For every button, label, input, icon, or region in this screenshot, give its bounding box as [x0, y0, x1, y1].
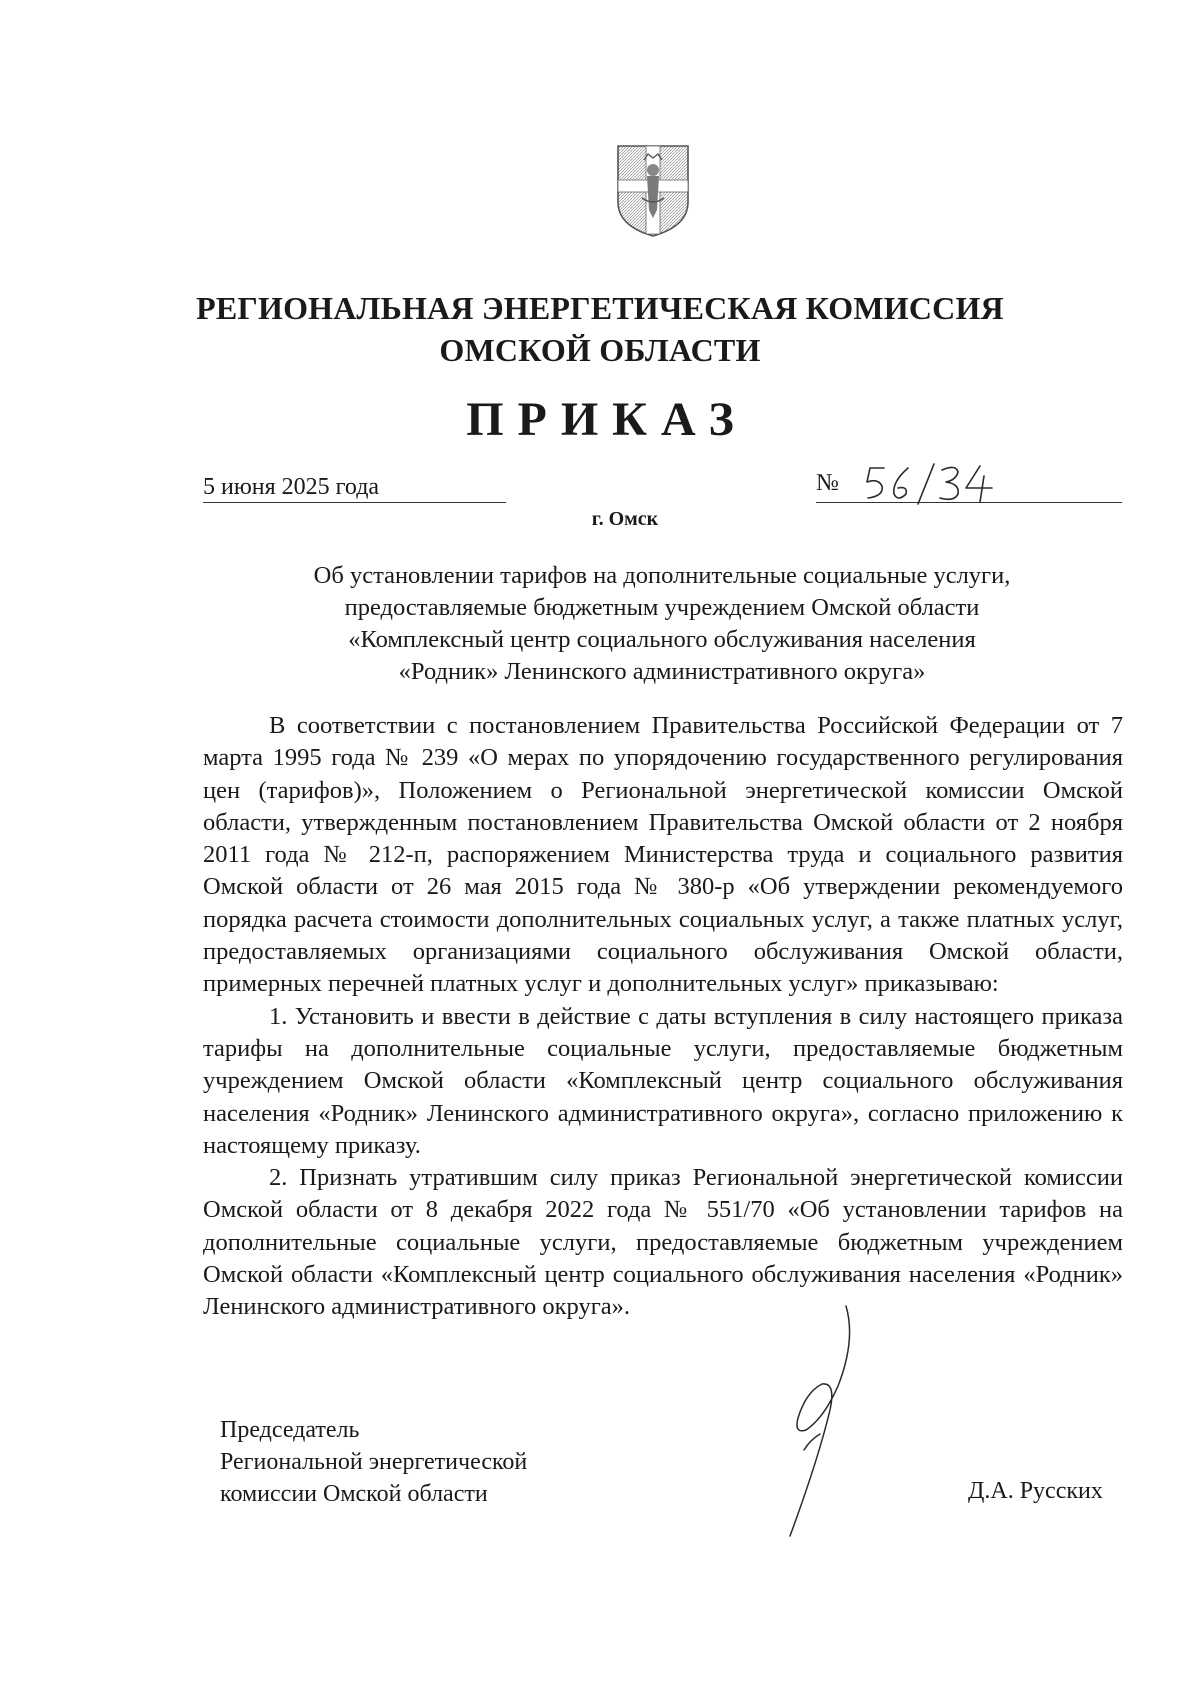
document-date: 5 июня 2025 года — [203, 472, 506, 503]
body-paragraph-item-2: 2. Признать утратившим силу приказ Региональной энергетической комиссии Омской области от 8 декабря 2022 года № 551/70 «Об установлении тарифов на дополнительные социальные услуги, предоставляемые бюджетным учреждением Омской области «Комплексный центр социального обслуживания населения «Родник» Ленинского административного округа». — [203, 1164, 1123, 1321]
city-name: г. Омск — [591, 508, 659, 530]
document-type-title: ПРИКАЗ — [466, 393, 748, 446]
number-sign: № — [816, 470, 839, 496]
body-paragraph-preamble: В соответствии с постановлением Правительства Российской Федерации от 7 марта 1995 года № 239 «О мерах по упорядочению государственного регулирования цен (тарифов)», Положением о Региональной энергетической комиссии Омской области, утвержденным постановлением Правительства Омской области от 2 ноября 2011 года № 212-п, распоряжением Министерства труда и социального развития Омской области от 26 мая 2015 года № 380-р «Об утверждении рекомендуемого порядка расчета стоимости дополнительных социальных услуг, а также платных услуг, предоставляемых организациями социального обслуживания Омской области, примерных перечней платных услуг и дополнительных услуг» приказываю: — [203, 712, 1123, 998]
subject-line: «Родник» Ленинского административного округа» — [398, 658, 926, 685]
document-body — [203, 710, 1123, 1324]
handwritten-number — [858, 460, 1008, 506]
subject-line: предоставляемые бюджетным учреждением Омской области — [344, 594, 980, 621]
coat-of-arms-icon — [612, 140, 694, 240]
handwritten-signature-icon — [760, 1300, 880, 1540]
signatory-position — [220, 1414, 527, 1510]
document-number-field — [816, 468, 1122, 503]
document-subject — [200, 560, 1124, 688]
position-line: комиссии Омской области — [220, 1481, 488, 1507]
body-paragraph-item-1: 1. Установить и ввести в действие с даты вступления в силу настоящего приказа тарифы на дополнительные социальные услуги, предоставляемые бюджетным учреждением Омской области «Комплексный центр социального обслуживания населения «Родник» Ленинского административного округа», согласно приложению к настоящему приказу. — [203, 1002, 1123, 1159]
position-line: Региональной энергетической — [220, 1449, 528, 1475]
subject-line: Об установлении тарифов на дополнительные социальные услуги, — [313, 562, 1011, 589]
position-line: Председатель — [220, 1417, 360, 1443]
organization-name-line1: РЕГИОНАЛЬНАЯ ЭНЕРГЕТИЧЕСКАЯ КОМИССИЯ — [196, 290, 1004, 326]
signatory-name: Д.А. Русских — [968, 1478, 1103, 1504]
organization-name-line2: ОМСКОЙ ОБЛАСТИ — [439, 332, 761, 368]
subject-line: «Комплексный центр социального обслуживания населения — [348, 626, 976, 653]
